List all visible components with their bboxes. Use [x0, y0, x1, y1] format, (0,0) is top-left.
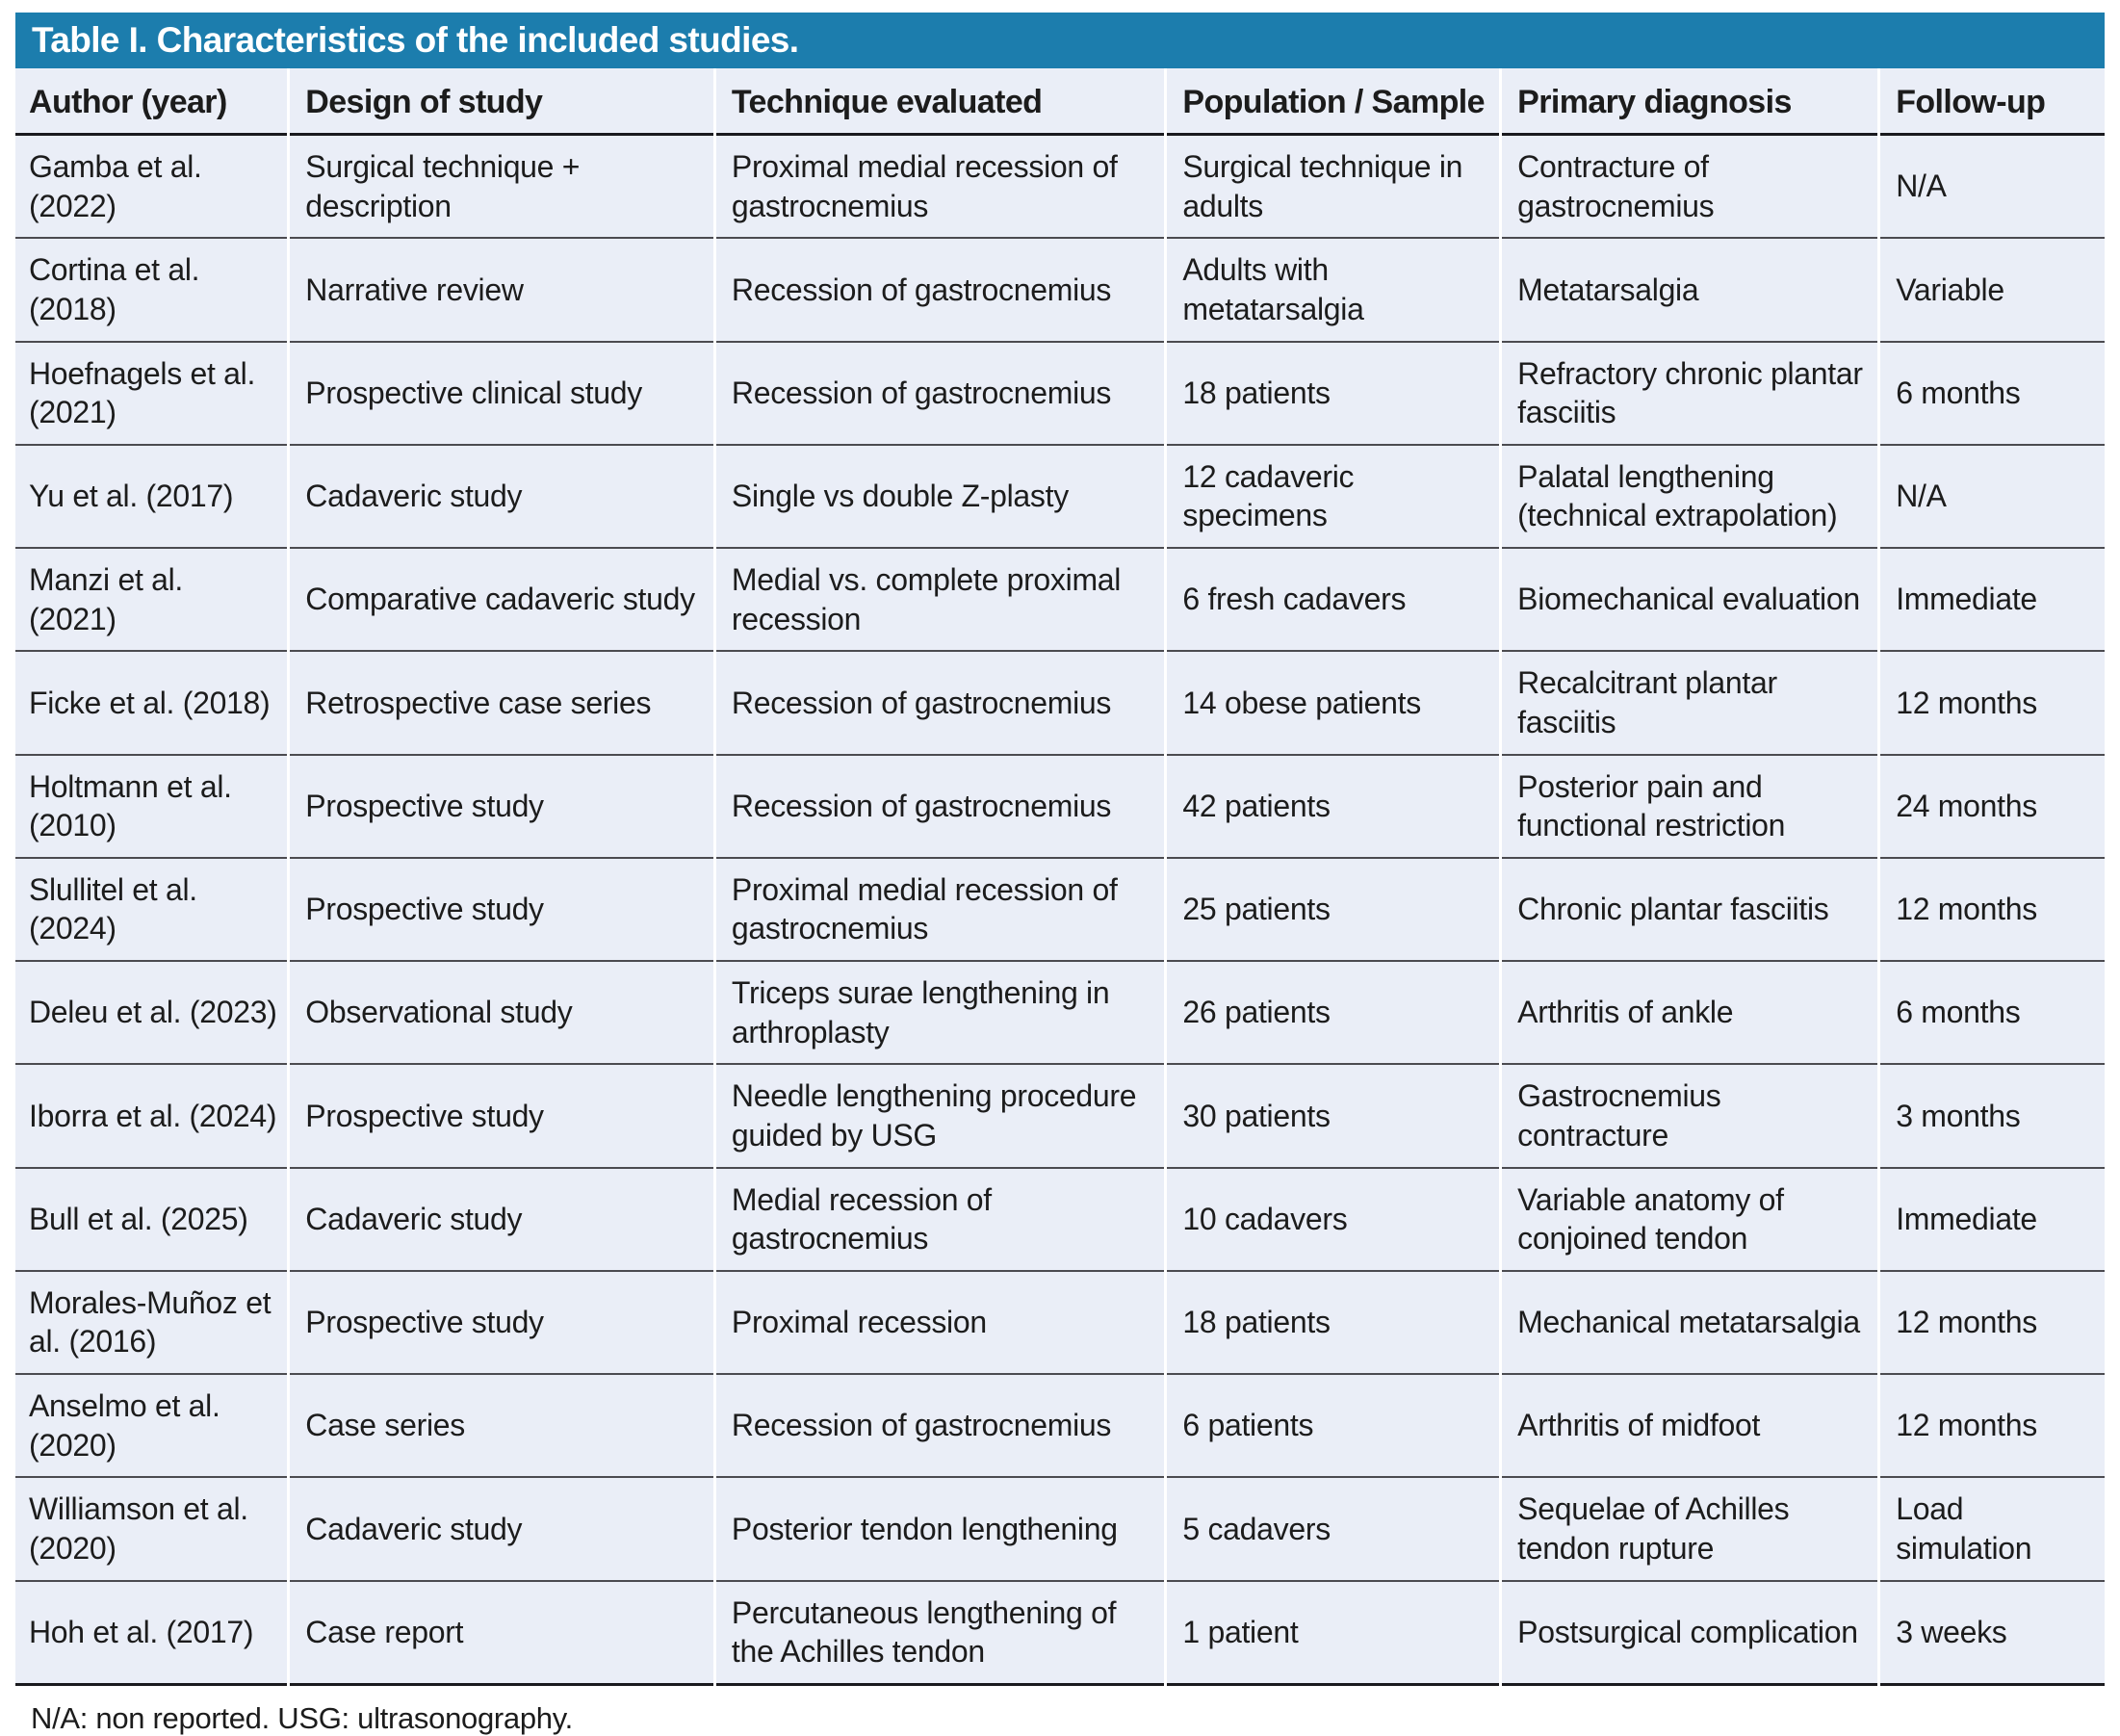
cell-design: Retrospective case series: [290, 652, 713, 755]
col-header-technique: Technique evaluated: [716, 68, 1164, 136]
cell-population: 42 patients: [1167, 756, 1499, 859]
cell-followup: 24 months: [1880, 756, 2105, 859]
cell-technique: Proximal medial recession of gastrocnemius: [716, 859, 1164, 962]
cell-diagnosis: Metatarsalgia: [1502, 239, 1877, 342]
cell-design: Comparative cadaveric study: [290, 549, 713, 652]
cell-population: 6 patients: [1167, 1375, 1499, 1478]
cell-followup: N/A: [1880, 136, 2105, 239]
cell-technique: Posterior tendon lengthening: [716, 1478, 1164, 1581]
cell-technique: Triceps surae lengthening in arthroplasty: [716, 962, 1164, 1065]
col-header-diagnosis: Primary diagnosis: [1502, 68, 1877, 136]
cell-followup: Immediate: [1880, 1169, 2105, 1272]
cell-design: Case series: [290, 1375, 713, 1478]
cell-technique: Percutaneous lengthening of the Achilles tendon: [716, 1582, 1164, 1686]
col-header-population: Population / Sample: [1167, 68, 1499, 136]
table-row: [15, 1169, 2105, 1272]
table-row: [15, 446, 2105, 549]
table-row: [15, 1478, 2105, 1581]
cell-design: Prospective clinical study: [290, 343, 713, 446]
cell-author: Holtmann et al. (2010): [15, 756, 287, 859]
cell-design: Observational study: [290, 962, 713, 1065]
cell-technique: Recession of gastrocnemius: [716, 1375, 1164, 1478]
table-row: [15, 1582, 2105, 1686]
cell-followup: 6 months: [1880, 962, 2105, 1065]
cell-design: Prospective study: [290, 859, 713, 962]
cell-author: Gamba et al. (2022): [15, 136, 287, 239]
cell-population: 10 cadavers: [1167, 1169, 1499, 1272]
cell-diagnosis: Variable anatomy of conjoined tendon: [1502, 1169, 1877, 1272]
cell-author: Williamson et al. (2020): [15, 1478, 287, 1581]
col-header-design: Design of study: [290, 68, 713, 136]
cell-author: Manzi et al. (2021): [15, 549, 287, 652]
cell-population: 6 fresh cadavers: [1167, 549, 1499, 652]
cell-population: 5 cadavers: [1167, 1478, 1499, 1581]
cell-diagnosis: Palatal lengthening (technical extrapolation): [1502, 446, 1877, 549]
cell-followup: 12 months: [1880, 1272, 2105, 1375]
cell-design: Case report: [290, 1582, 713, 1686]
cell-population: 18 patients: [1167, 343, 1499, 446]
cell-diagnosis: Biomechanical evaluation: [1502, 549, 1877, 652]
cell-diagnosis: Refractory chronic plantar fasciitis: [1502, 343, 1877, 446]
cell-population: 1 patient: [1167, 1582, 1499, 1686]
cell-design: Prospective study: [290, 1272, 713, 1375]
cell-technique: Recession of gastrocnemius: [716, 343, 1164, 446]
table-row: [15, 962, 2105, 1065]
table-row: [15, 1375, 2105, 1478]
cell-population: Surgical technique in adults: [1167, 136, 1499, 239]
cell-design: Prospective study: [290, 1065, 713, 1168]
table-title: Table I. Characteristics of the included studies.: [32, 20, 799, 60]
cell-author: Iborra et al. (2024): [15, 1065, 287, 1168]
cell-author: Ficke et al. (2018): [15, 652, 287, 755]
table-row: [15, 859, 2105, 962]
cell-population: 30 patients: [1167, 1065, 1499, 1168]
cell-author: Cortina et al. (2018): [15, 239, 287, 342]
cell-technique: Medial vs. complete proximal recession: [716, 549, 1164, 652]
cell-technique: Single vs double Z-plasty: [716, 446, 1164, 549]
cell-diagnosis: Arthritis of midfoot: [1502, 1375, 1877, 1478]
table-row: [15, 1272, 2105, 1375]
cell-followup: Variable: [1880, 239, 2105, 342]
table-body: [15, 136, 2105, 1686]
cell-population: 25 patients: [1167, 859, 1499, 962]
table-row: [15, 239, 2105, 342]
cell-technique: Recession of gastrocnemius: [716, 239, 1164, 342]
cell-diagnosis: Posterior pain and functional restriction: [1502, 756, 1877, 859]
studies-table: [13, 68, 2107, 1686]
cell-diagnosis: Recalcitrant plantar fasciitis: [1502, 652, 1877, 755]
cell-population: 26 patients: [1167, 962, 1499, 1065]
cell-followup: 12 months: [1880, 1375, 2105, 1478]
cell-author: Morales-Muñoz et al. (2016): [15, 1272, 287, 1375]
cell-design: Surgical technique + description: [290, 136, 713, 239]
cell-population: Adults with metatarsalgia: [1167, 239, 1499, 342]
cell-population: 14 obese patients: [1167, 652, 1499, 755]
table-row: [15, 136, 2105, 239]
table-row: [15, 756, 2105, 859]
cell-author: Hoh et al. (2017): [15, 1582, 287, 1686]
cell-design: Cadaveric study: [290, 1169, 713, 1272]
table-row: [15, 652, 2105, 755]
cell-author: Bull et al. (2025): [15, 1169, 287, 1272]
cell-followup: Load simulation: [1880, 1478, 2105, 1581]
cell-diagnosis: Mechanical metatarsalgia: [1502, 1272, 1877, 1375]
cell-design: Narrative review: [290, 239, 713, 342]
cell-diagnosis: Gastrocnemius contracture: [1502, 1065, 1877, 1168]
cell-author: Slullitel et al. (2024): [15, 859, 287, 962]
cell-diagnosis: Arthritis of ankle: [1502, 962, 1877, 1065]
cell-design: Cadaveric study: [290, 446, 713, 549]
table-title-bar: [15, 13, 2105, 68]
table-row: [15, 549, 2105, 652]
cell-technique: Proximal medial recession of gastrocnemius: [716, 136, 1164, 239]
cell-followup: 12 months: [1880, 652, 2105, 755]
cell-followup: N/A: [1880, 446, 2105, 549]
cell-followup: 3 months: [1880, 1065, 2105, 1168]
cell-population: 18 patients: [1167, 1272, 1499, 1375]
cell-author: Deleu et al. (2023): [15, 962, 287, 1065]
col-header-author: Author (year): [15, 68, 287, 136]
cell-technique: Proximal recession: [716, 1272, 1164, 1375]
cell-diagnosis: Sequelae of Achilles tendon rupture: [1502, 1478, 1877, 1581]
cell-followup: 12 months: [1880, 859, 2105, 962]
cell-diagnosis: Postsurgical complication: [1502, 1582, 1877, 1686]
table-row: [15, 1065, 2105, 1168]
cell-diagnosis: Contracture of gastrocnemius: [1502, 136, 1877, 239]
table-row: [15, 343, 2105, 446]
cell-author: Hoefnagels et al. (2021): [15, 343, 287, 446]
cell-technique: Recession of gastrocnemius: [716, 652, 1164, 755]
cell-population: 12 cadaveric specimens: [1167, 446, 1499, 549]
cell-design: Prospective study: [290, 756, 713, 859]
cell-diagnosis: Chronic plantar fasciitis: [1502, 859, 1877, 962]
cell-technique: Medial recession of gastrocnemius: [716, 1169, 1164, 1272]
cell-followup: Immediate: [1880, 549, 2105, 652]
cell-followup: 6 months: [1880, 343, 2105, 446]
cell-followup: 3 weeks: [1880, 1582, 2105, 1686]
table-footnote: N/A: non reported. USG: ultrasonography.: [31, 1700, 573, 1735]
cell-design: Cadaveric study: [290, 1478, 713, 1581]
col-header-followup: Follow-up: [1880, 68, 2105, 136]
cell-technique: Needle lengthening procedure guided by USG: [716, 1065, 1164, 1168]
cell-technique: Recession of gastrocnemius: [716, 756, 1164, 859]
cell-author: Anselmo et al. (2020): [15, 1375, 287, 1478]
cell-author: Yu et al. (2017): [15, 446, 287, 549]
header-row: [15, 68, 2105, 136]
